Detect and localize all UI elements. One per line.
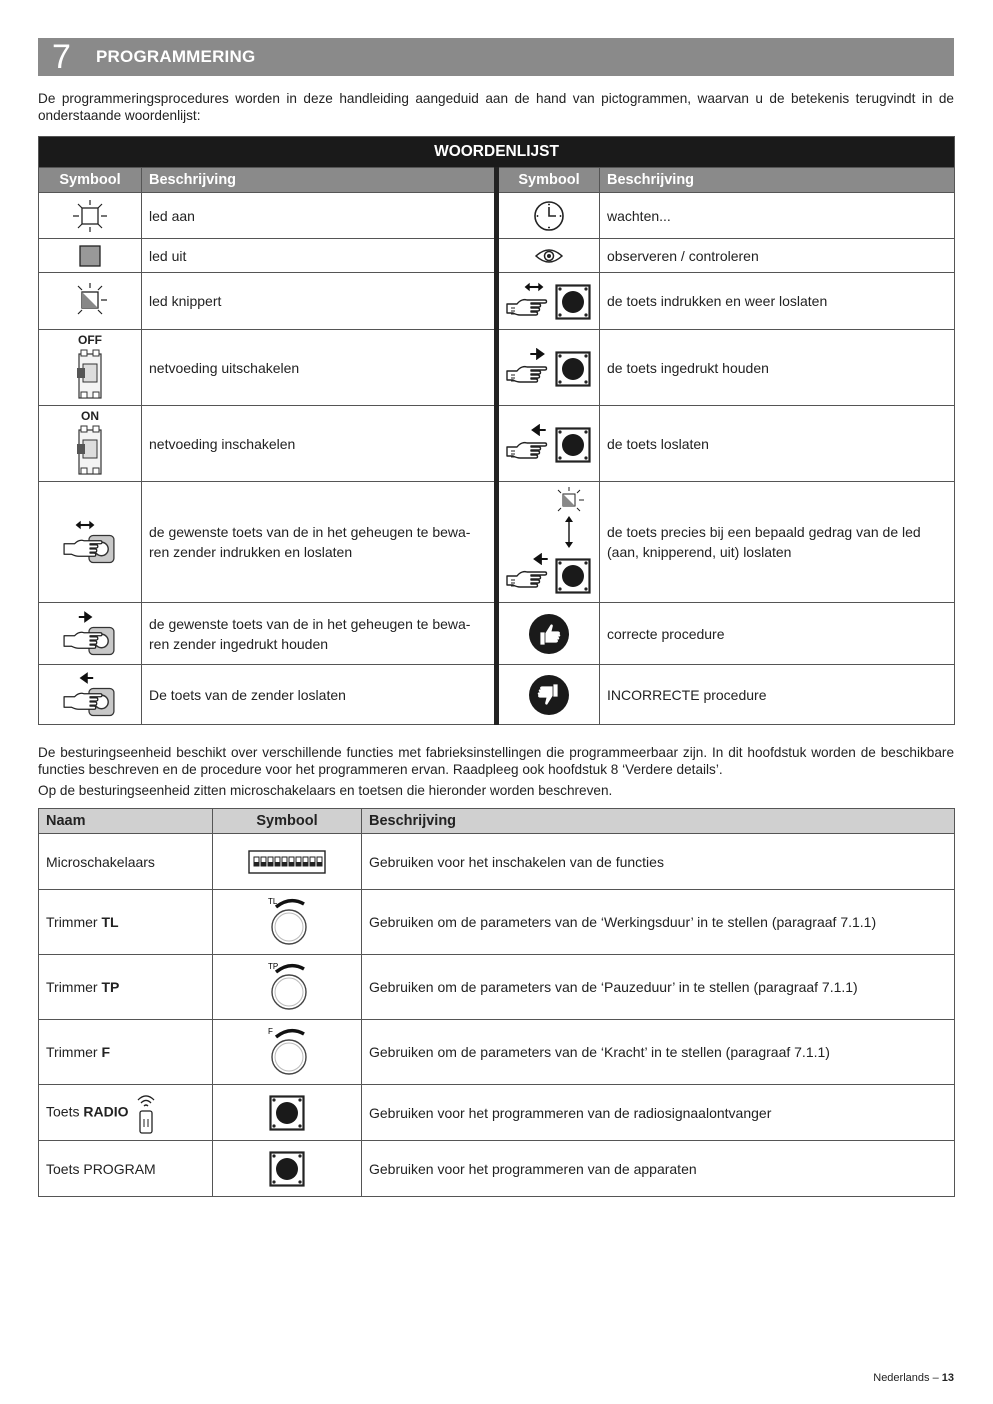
glossary-desc: de toets indrukken en weer loslaten <box>600 273 955 330</box>
function-name-bold: TP <box>101 979 120 995</box>
function-name: Toets <box>46 1103 84 1120</box>
glossary-desc: led uit <box>142 239 497 273</box>
table-row <box>39 239 955 273</box>
glossary-desc: led knippert <box>142 273 497 330</box>
glossary-desc: de toets ingedrukt houden <box>600 330 955 406</box>
glossary-desc: de toets loslaten <box>600 406 955 482</box>
dip-switch-icon <box>248 850 326 874</box>
table-row <box>39 406 955 482</box>
function-desc: Gebruiken voor het programmeren van de radiosignaalontvanger <box>362 1085 955 1141</box>
press-hold-icon <box>503 345 595 391</box>
table-row <box>39 1020 955 1085</box>
switches-paragraph: Op de besturingseenheid zitten microschakelaars en toetsen die hieronder worden beschreven. <box>38 783 613 798</box>
led-timed-release-icon <box>503 486 595 598</box>
function-desc: Gebruiken om de parameters van de ‘Kracht’ in te stellen (paragraaf 7.1.1) <box>362 1020 955 1085</box>
function-desc: Gebruiken voor het inschakelen van de functies <box>362 834 955 890</box>
table-row <box>39 193 955 239</box>
trimmer-label: F <box>268 1027 273 1036</box>
push-button-icon <box>269 1095 305 1131</box>
breaker-on-label: ON <box>81 408 99 423</box>
glossary-table <box>38 136 955 725</box>
table-row <box>39 603 955 665</box>
glossary-desc: observeren / controleren <box>600 239 955 273</box>
glossary-desc: de gewenste toets van de in het geheugen te bewa-ren zender ingedrukt houden <box>142 603 497 665</box>
trimmer-icon <box>262 959 312 1015</box>
function-name: Trimmer <box>46 1044 102 1060</box>
glossary-col-symbol: Symbool <box>39 168 142 193</box>
page-footer <box>873 1372 954 1384</box>
glossary-desc: De toets van de zender loslaten <box>142 665 497 725</box>
functions-col-name: Naam <box>39 809 213 834</box>
remote-press-release-icon <box>60 517 120 567</box>
table-row <box>39 834 955 890</box>
led-blink-icon <box>70 280 110 322</box>
led-on-icon <box>70 198 110 234</box>
glossary-desc: netvoeding inschakelen <box>142 406 497 482</box>
remote-hold-icon <box>60 609 120 659</box>
intro-paragraph: De programmeringsprocedures worden in deze handleiding aangeduid aan de hand van pictogrammen, waarvan u de betekenis terugvindt in de onderstaande woordenlijst: <box>38 91 954 123</box>
functions-table <box>38 808 955 1197</box>
breaker-on-icon <box>75 422 105 478</box>
table-row <box>39 482 955 603</box>
glossary-col-symbol: Symbool <box>497 168 600 193</box>
description-paragraph: De besturingseenheid beschikt over verschillende functies met fabrieksinstellingen die programmeerbaar zijn. In dit hoofdstuk worden de beschikbare functies beschreven en de procedure voor het programmeren ervan. Raadpleeg ook hoofdstuk 8 ‘Verdere details’. <box>38 745 954 777</box>
glossary-desc: netvoeding uitschakelen <box>142 330 497 406</box>
table-row <box>39 330 955 406</box>
thumbs-up-icon <box>528 613 570 655</box>
glossary-desc: led aan <box>142 193 497 239</box>
trimmer-icon <box>262 1024 312 1080</box>
radio-remote-icon <box>135 1091 157 1135</box>
page-number: 13 <box>941 1372 954 1384</box>
led-off-icon <box>78 244 102 268</box>
function-name: Microschakelaars <box>46 853 155 870</box>
eye-icon <box>534 247 564 265</box>
function-name-bold: TL <box>101 914 119 930</box>
glossary-col-desc: Beschrijving <box>600 168 955 193</box>
table-row <box>39 955 955 1020</box>
release-icon <box>503 421 595 467</box>
function-desc: Gebruiken voor het programmeren van de apparaten <box>362 1141 955 1197</box>
trimmer-label: TP <box>268 962 279 971</box>
breaker-off-label: OFF <box>78 332 102 347</box>
press-release-icon <box>503 278 595 324</box>
section-header <box>38 38 954 76</box>
glossary-desc: wachten... <box>600 193 955 239</box>
table-row <box>39 665 955 725</box>
push-button-icon <box>269 1151 305 1187</box>
function-name-bold: F <box>101 1044 111 1060</box>
functions-col-desc: Beschrijving <box>362 809 955 834</box>
footer-language: Nederlands – <box>873 1372 942 1384</box>
glossary-desc: de toets precies bij een bepaald gedrag van de led (aan, knipperend, uit) loslaten <box>600 482 955 603</box>
thumbs-down-icon <box>528 674 570 716</box>
table-row <box>39 1085 955 1141</box>
trimmer-icon <box>262 894 312 950</box>
glossary-desc: correcte procedure <box>600 603 955 665</box>
function-name: Trimmer <box>46 979 102 995</box>
section-number: 7 <box>52 38 71 76</box>
trimmer-label: TL <box>268 897 278 906</box>
function-desc: Gebruiken om de parameters van de ‘Werkingsduur’ in te stellen (paragraaf 7.1.1) <box>362 890 955 955</box>
table-row <box>39 890 955 955</box>
function-name: Trimmer <box>46 914 102 930</box>
function-desc: Gebruiken om de parameters van de ‘Pauzeduur’ in te stellen (paragraaf 7.1.1) <box>362 955 955 1020</box>
function-name: Toets PROGRAM <box>46 1160 156 1177</box>
remote-release-icon <box>60 670 120 720</box>
glossary-desc: INCORRECTE procedure <box>600 665 955 725</box>
functions-col-symbol: Symbool <box>213 809 362 834</box>
section-title: PROGRAMMERING <box>96 47 256 66</box>
clock-icon <box>532 199 566 233</box>
glossary-col-desc: Beschrijving <box>142 168 497 193</box>
glossary-desc: de gewenste toets van de in het geheugen te bewa-ren zender indrukken en loslaten <box>142 482 497 603</box>
table-row <box>39 273 955 330</box>
glossary-title: WOORDENLIJST <box>39 137 955 168</box>
table-row <box>39 1141 955 1197</box>
breaker-off-icon <box>75 346 105 402</box>
function-name-bold: RADIO <box>83 1103 129 1120</box>
